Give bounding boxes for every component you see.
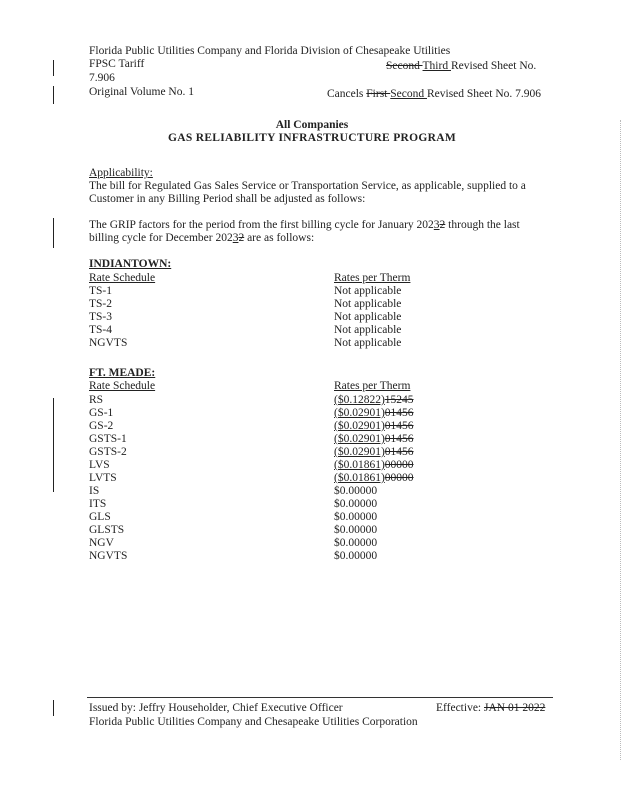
table-row: GLSTS $0.00000 [89, 524, 378, 536]
table-row: LVTS ($0.01861)00000 [89, 472, 414, 484]
period-line1: The GRIP factors for the period from the first billing cycle for January 20232 through the last [89, 219, 520, 231]
table-row: TS-2 Not applicable [89, 298, 402, 310]
sheet-deleted: Second [386, 60, 423, 72]
table-row: NGVTS Not applicable [89, 337, 402, 349]
table-row: LVS ($0.01861)00000 [89, 459, 414, 471]
ftmeade-header-row [89, 380, 429, 393]
revision-bar [53, 86, 54, 104]
footer-effective: Effective: JAN 01 2022 [436, 702, 546, 714]
table-row: RS ($0.12822)15245 [89, 394, 414, 406]
table-row: NGVTS $0.00000 [89, 550, 378, 562]
ftmeade-heading: FT. MEADE: [89, 367, 156, 379]
revision-bar [53, 218, 54, 248]
revision-bar [53, 398, 54, 492]
title-line2: GAS RELIABILITY INFRASTRUCTURE PROGRAM [168, 132, 456, 144]
header-tariff: FPSC Tariff [89, 58, 145, 70]
applicability-line2: Customer in any Billing Period shall be adjusted as follows: [89, 193, 366, 205]
header-company: Florida Public Utilities Company and Florida Division of Chesapeake Utilities [89, 45, 451, 57]
revision-bar [53, 60, 54, 76]
revision-bar [53, 700, 54, 716]
cancels-inserted: Second [390, 88, 427, 100]
col-rate-schedule: Rate Schedule [89, 380, 156, 392]
applicability-heading: Applicability: [89, 167, 153, 179]
footer-divider [87, 697, 553, 698]
indiantown-heading: INDIANTOWN: [89, 258, 172, 270]
indiantown-header-row [89, 272, 429, 285]
col-rate-schedule: Rate Schedule [89, 272, 156, 284]
scan-edge-artifact [620, 120, 623, 760]
header-sheet [386, 60, 536, 72]
col-rates-per-therm: Rates per Therm [334, 380, 411, 392]
table-row: GSTS-2 ($0.02901)01456 [89, 446, 414, 458]
footer-company: Florida Public Utilities Company and Chesapeake Utilities Corporation [89, 716, 418, 728]
table-row: GS-2 ($0.02901)01456 [89, 420, 414, 432]
table-row: TS-3 Not applicable [89, 311, 402, 323]
table-row: NGV $0.00000 [89, 537, 378, 549]
table-row: GSTS-1 ($0.02901)01456 [89, 433, 414, 445]
table-row: ITS $0.00000 [89, 498, 378, 510]
cancels-deleted: First [366, 88, 391, 100]
table-row: GS-1 ($0.02901)01456 [89, 407, 414, 419]
header-tariff-number: 7.906 [89, 72, 115, 84]
table-row: GLS $0.00000 [89, 511, 378, 523]
header-cancels: Cancels First Second Revised Sheet No. 7.906 [327, 88, 542, 100]
footer-issued: Issued by: Jeffry Householder, Chief Executive Officer [89, 702, 343, 714]
period-line2: billing cycle for December 20232 are as follows: [89, 232, 315, 244]
table-row: IS $0.00000 [89, 485, 378, 497]
sheet-inserted: Third [422, 60, 451, 72]
effective-date-deleted: JAN 01 2022 [484, 702, 546, 714]
table-row: TS-4 Not applicable [89, 324, 402, 336]
sheet-rest: Revised Sheet No. [450, 60, 537, 72]
table-row: TS-1 Not applicable [89, 285, 402, 297]
title-line1: All Companies [275, 119, 349, 131]
applicability-line1: The bill for Regulated Gas Sales Service or Transportation Service, as applicable, supplied to a [89, 180, 526, 192]
col-rates-per-therm: Rates per Therm [334, 272, 411, 284]
header-volume: Original Volume No. 1 [89, 86, 194, 98]
